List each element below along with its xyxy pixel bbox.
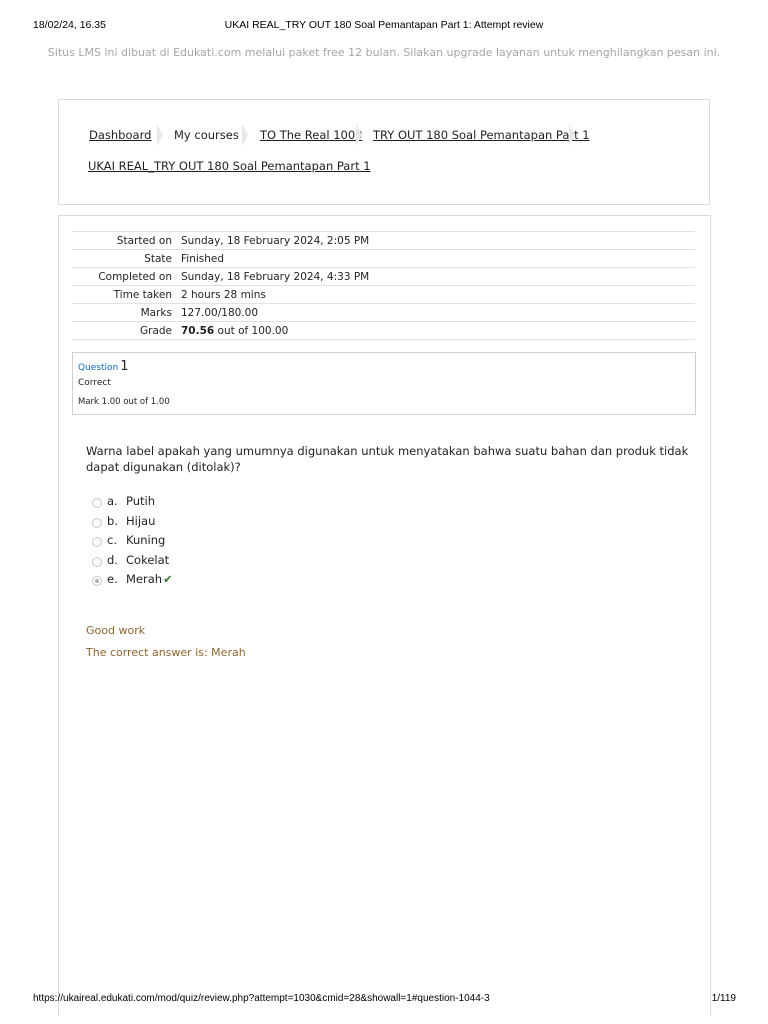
option-text: Kuning [126, 533, 166, 547]
question-number [78, 359, 129, 374]
option-text: Hijau [126, 513, 156, 528]
question-number-value: 1 [120, 359, 129, 374]
grade-label: Grade [72, 322, 181, 340]
radio-icon[interactable] [92, 518, 102, 528]
summary-value: 127.00/180.00 [181, 304, 695, 322]
radio-checked-icon[interactable] [92, 576, 102, 586]
summary-row [72, 286, 695, 304]
print-title: UKAI REAL_TRY OUT 180 Soal Pemantapan Part 1: Attempt review [224, 19, 544, 31]
summary-row [72, 250, 695, 268]
summary-label: Completed on [72, 268, 181, 286]
summary-row [72, 232, 695, 250]
summary-value: Sunday, 18 February 2024, 2:05 PM [181, 232, 695, 250]
option-text: Cokelat [126, 552, 170, 567]
correct-answer-text: The correct answer is: Merah [86, 646, 246, 659]
lms-notice: Situs LMS ini dibuat di Edukati.com melalui paket free 12 bulan. Silakan upgrade layanan untuk menghilangkan pesan ini. [47, 46, 721, 59]
question-prefix: Question [78, 363, 119, 373]
breadcrumb-course[interactable]: TO The Real 1000 [260, 128, 363, 142]
summary-label: Time taken [72, 286, 181, 304]
breadcrumb-separator [242, 124, 248, 146]
radio-icon[interactable] [92, 557, 102, 567]
summary-row [72, 304, 695, 322]
option-letter: c. [107, 533, 117, 547]
grade-value-cell [181, 322, 695, 340]
option-text: Putih [126, 494, 156, 508]
radio-icon[interactable] [92, 498, 102, 508]
summary-label: Marks [72, 304, 181, 322]
option-letter: a. [107, 494, 118, 508]
print-header [0, 13, 768, 33]
grade-suffix: out of 100.00 [214, 324, 289, 337]
breadcrumb-separator [356, 124, 362, 146]
feedback-text: Good work [86, 624, 146, 637]
summary-value: Finished [181, 250, 695, 268]
question-info-box [72, 352, 696, 415]
grade-value: 70.56 [181, 324, 215, 337]
summary-row-grade [72, 322, 695, 340]
breadcrumb-dashboard[interactable]: Dashboard [89, 128, 152, 142]
option-letter: e. [107, 572, 118, 586]
breadcrumb-section[interactable]: TRY OUT 180 Soal Pemantapan Part 1 [373, 128, 590, 142]
summary-label: State [72, 250, 181, 268]
attempt-summary-table [72, 231, 695, 340]
breadcrumb-separator [157, 124, 163, 146]
question-mark: Mark 1.00 out of 1.00 [78, 397, 170, 407]
option-text: Merah [126, 572, 163, 586]
radio-icon[interactable] [92, 537, 102, 547]
question-state: Correct [78, 378, 111, 388]
print-url: https://ukaireal.edukati.com/mod/quiz/review.php?attempt=1030&cmid=28&showall=1#question-1044-3 [33, 993, 490, 1004]
correct-check-icon: ✔ [163, 572, 173, 586]
breadcrumb [58, 99, 710, 205]
option-letter: d. [107, 552, 118, 567]
summary-row [72, 268, 695, 286]
print-page-number: 1/119 [711, 993, 736, 1004]
breadcrumb-quiz[interactable]: UKAI REAL_TRY OUT 180 Soal Pemantapan Part 1 [88, 159, 371, 173]
summary-label: Started on [72, 232, 181, 250]
print-datetime: 18/02/24, 16.35 [33, 19, 106, 31]
summary-value: Sunday, 18 February 2024, 4:33 PM [181, 268, 695, 286]
breadcrumb-my-courses: My courses [174, 128, 239, 142]
option-letter: b. [107, 513, 118, 528]
breadcrumb-separator [569, 124, 575, 146]
summary-value: 2 hours 28 mins [181, 286, 695, 304]
option-text-wrap [126, 572, 173, 586]
question-text: Warna label apakah yang umumnya digunakan untuk menyatakan bahwa suatu bahan dan produk tidak dapat digunakan (ditolak)? [86, 444, 689, 474]
